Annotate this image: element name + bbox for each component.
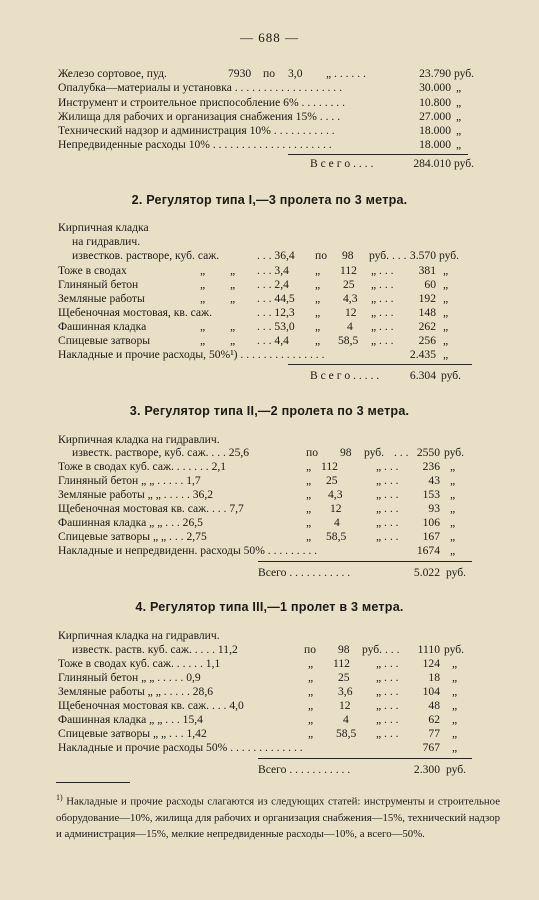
s4-row: известк. раств. куб. саж. . . . . 11,2 по 98 руб. . . . 1110 руб.	[72, 643, 465, 656]
footnote-text: Накладные и прочие расходы слагаются из следующих статей: инструменты и строительное оборудование—10%, жилища для рабочих и организация снабжения—15%, технический надзор и администрация—15%, мелкие непредвиденные расходы—10%, а всего—50%.	[56, 795, 500, 840]
s1-row: Непредвиденные расходы 10% . . . . . . . . . . . . . . . . . . . . . 18.000 „	[58, 138, 462, 151]
s4-intro: Кирпичная кладка на гидравлич.	[58, 629, 220, 642]
s3-row: Накладные и непредвиденн. расходы 50% . . . . . . . . . 1674 „	[58, 544, 456, 557]
footnote-rule	[56, 782, 130, 783]
s2-row: Глиняный бетон „ „ . . . 2,4 „ 25 „ . . . 60 „	[58, 278, 449, 291]
s3-row: Тоже в сводах куб. саж. . . . . . . 2,1 „ 112 „ . . . 236 „	[58, 460, 456, 473]
s2-row: известков. растворе, куб. саж. . . . 36,4 по 98 руб. . . . 3.570 руб.	[72, 249, 460, 262]
footnote	[56, 790, 500, 842]
s2-intro: на гидравлич.	[72, 235, 141, 248]
s1-row: Опалубка—материалы и установка . . . . . . . . . . . . . . . . . . . 30.000 „	[58, 81, 462, 94]
page-number: — 688 —	[240, 30, 299, 45]
s4-row: Глиняный бетон „ „ . . . . . 0,9 „ 25 „ . . . 18 „	[58, 671, 458, 684]
s3-row: Фашинная кладка „ „ . . . 26,5 „ 4 „ . . . 106 „	[58, 516, 456, 529]
s2-row: Спицевые затворы „ „ . . . 4,4 „ 58,5 „ . . . 256 „	[58, 334, 449, 347]
s2-row: Тоже в сводах „ „ . . . 3,4 „ 112 „ . . . 381 „	[58, 264, 449, 277]
s4-total: Всего . . . . . . . . . . . 2.300 руб.	[258, 763, 467, 776]
s3-row: Спицевые затворы „ „ . . . 2,75 „ 58,5 „ . . . 167 „	[58, 530, 456, 543]
s3-intro: Кирпичная кладка на гидравлич.	[58, 433, 220, 446]
s2-row: Фашинная кладка „ „ . . . 53,0 „ 4 „ . . . 262 „	[58, 320, 449, 333]
s3-row: Земляные работы „ „ . . . . . 36,2 „ 4,3 „ . . . 153 „	[58, 488, 456, 501]
s3-row: известк. растворе, куб. саж. . . . 25,6 по 98 руб. . . . 2550 руб.	[72, 446, 465, 459]
s1-row: Инструмент и строительное приспособление 6% . . . . . . . . 10.800 „	[58, 96, 462, 109]
s4-row: Спицевые затворы „ „ . . . 1,42 „ 58,5 „ . . . 77 „	[58, 727, 458, 740]
section-2-heading: 2. Регулятор типа I,—3 пролета по 3 метра.	[131, 193, 408, 207]
footnote-mark: 1)	[56, 793, 63, 802]
s3-total: Всего . . . . . . . . . . . 5.022 руб.	[258, 566, 467, 579]
divider	[288, 364, 472, 365]
s1-row: Технический надзор и администрация 10% . . . . . . . . . . . 18.000 „	[58, 124, 462, 137]
divider	[288, 154, 468, 155]
s4-row: Фашинная кладка „ „ . . . 15,4 „ 4 „ . . . 62 „	[58, 713, 458, 726]
s2-intro: Кирпичная кладка	[58, 221, 149, 234]
divider	[258, 561, 472, 562]
section-3-heading: 3. Регулятор типа II,—2 пролета по 3 метра.	[129, 404, 410, 418]
s4-row: Земляные работы „ „ . . . . . 28,6 „ 3,6 „ . . . 104 „	[58, 685, 458, 698]
s2-total: В с е г о . . . . . 6.304 руб.	[310, 369, 462, 382]
s1-row: Железо сортовое, пуд. 7930 по 3,0 „ . . . . . . 23.790 руб.	[58, 67, 475, 80]
s4-row: Щебеночная мостовая кв. саж. . . . 4,0 „ 12 „ . . . 48 „	[58, 699, 458, 712]
s1-total: В с е г о . . . . 284.010 руб.	[310, 157, 475, 170]
s2-overhead: Накладные и прочие расходы, 50%¹) . . . . . . . . . . . . . . . 2.435 „	[58, 348, 449, 361]
s4-row: Тоже в сводах куб. саж. . . . . . 1,1 „ 112 „ . . . 124 „	[58, 657, 458, 670]
s3-row: Щебеночная мостовая кв. саж. . . . 7,7 „ 12 „ . . . 93 „	[58, 502, 456, 515]
divider	[258, 758, 472, 759]
s2-row: Земляные работы „ „ . . . 44,5 „ 4,3 „ . . . 192 „	[58, 292, 449, 305]
section-4-heading: 4. Регулятор типа III,—1 пролет в 3 метра.	[135, 600, 404, 614]
s2-row: Щебеночная мостовая, кв. саж. . . . 12,3 „ 12 „ . . . 148 „	[58, 306, 449, 319]
s1-row: Жилища для рабочих и организация снабжения 15% . . . . 27.000 „	[58, 110, 462, 123]
s3-row: Глиняный бетон „ „ . . . . . 1,7 „ 25 „ . . . 43 „	[58, 474, 456, 487]
s4-row: Накладные и прочие расходы 50% . . . . . . . . . . . . . 767 „	[58, 741, 458, 754]
